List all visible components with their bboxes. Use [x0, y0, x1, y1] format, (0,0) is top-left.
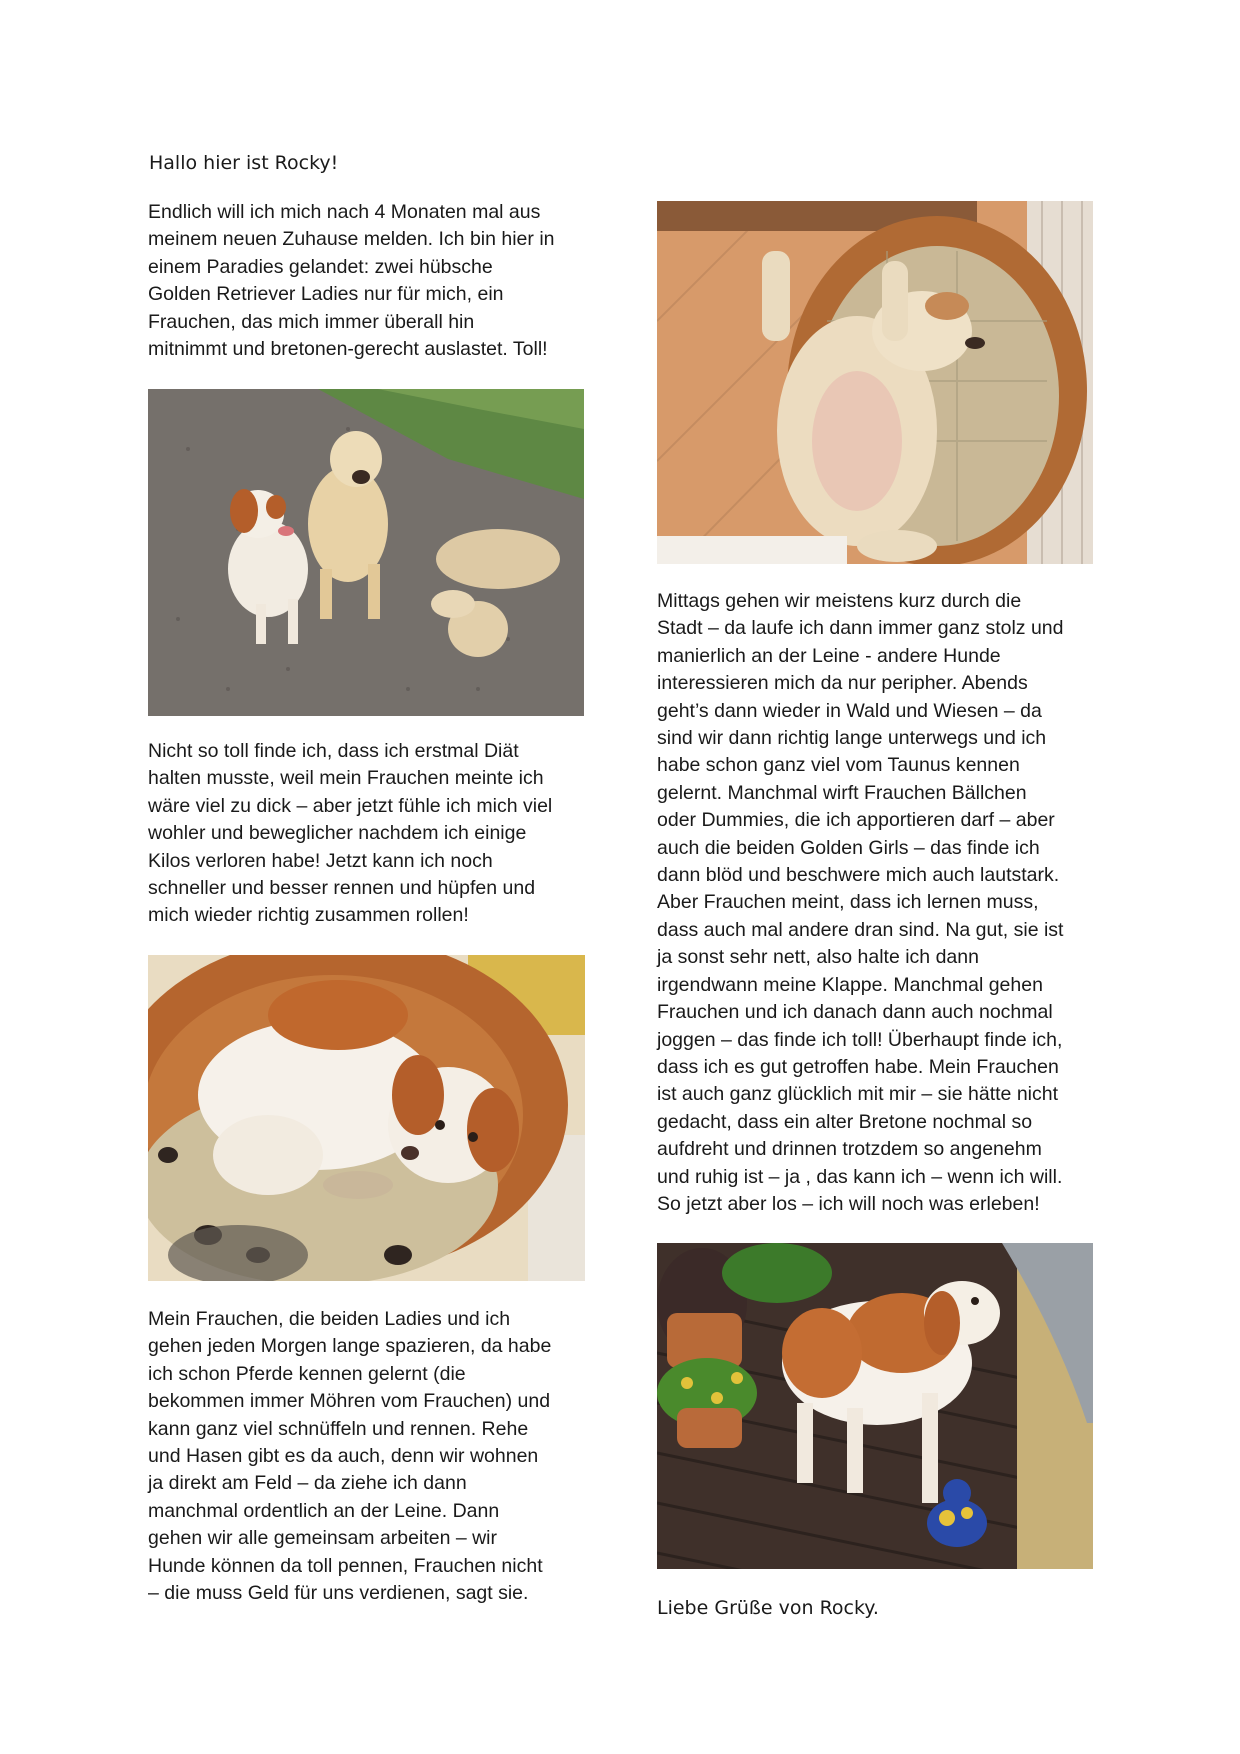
greeting-heading: Hallo hier ist Rocky!: [149, 152, 339, 174]
closing-signature: Liebe Grüße von Rocky.: [657, 1597, 879, 1619]
intro-paragraph: Endlich will ich mich nach 4 Monaten mal aus meinem neuen Zuhause melden. Ich bin hier in einem Paradies gelandet: zwei hübsche Golden Retriever Ladies nur für mich, ein Frauchen, das mich immer überall hin mitnimmt und bretonen-gerecht auslastet. Toll!: [148, 201, 555, 361]
diet-paragraph: Nicht so toll finde ich, dass ich erstmal Diät halten musste, weil mein Frauchen meinte ich wäre viel zu dick – aber jetzt fühle ich mich viel wohler und beweglicher nachdem ich einige Kilos verloren habe! Jetzt kann ich noch schneller und besser rennen und hüpfen und mich wieder richtig zusammen rollen!: [148, 740, 553, 927]
photo-rocky-in-basket: [148, 955, 585, 1281]
morning-paragraph: Mein Frauchen, die beiden Ladies und ich gehen jeden Morgen lange spazieren, da habe ich schon Pferde kennen gelernt (die bekommen immer Möhren vom Frauchen) und kann ganz viel schnüffeln und rennen. Rehe und Hasen gibt es da auch, denn wir wohnen ja direkt am Feld – da ziehe ich dann manchmal ordentlich an der Leine. Dann gehen wir alle gemeinsam arbeiten – wir Hunde können da toll pennen, Frauchen nicht – die muss Geld für uns verdienen, sagt sie.: [148, 1308, 552, 1605]
photo-dogs-on-road: [148, 389, 584, 716]
afternoon-paragraph: Mittags gehen wir meistens kurz durch die Stadt – da laufe ich dann immer ganz stolz und manierlich an der Leine - andere Hunde interessieren mich da nur peripher. Abends geht’s dann wieder in Wald und Wiesen – da sind wir dann richtig lange unterwegs und ich habe schon ganz viel vom Taunus kennen gelernt. Manchmal wirft Frauchen Bällchen oder Dummies, die ich apportieren darf – aber auch die beiden Golden Girls – das finde ich dann blöd und beschwere mich auch lautstark. Aber Frauchen meint, dass ich lernen muss, dass auch mal andere dran sind. Na gut, sie ist ja sonst sehr nett, also halte ich dann irgendwann meine Klappe. Manchmal gehen Frauchen und ich danach dann auch nochmal joggen – das finde ich toll! Überhaupt finde ich, dass ich es gut getroffen habe. Mein Frauchen ist auch ganz glücklich mit mir – sie hätte nicht gedacht, dass ein alter Bretone nochmal so aufdreht und drinnen trotzdem so angenehm und ruhig ist – ja , das kann ich – wenn ich will. So jetzt aber los – ich will noch was erleben!: [657, 590, 1064, 1215]
photo-rocky-on-deck: [657, 1243, 1093, 1569]
photo-golden-sleeping: [657, 201, 1093, 564]
